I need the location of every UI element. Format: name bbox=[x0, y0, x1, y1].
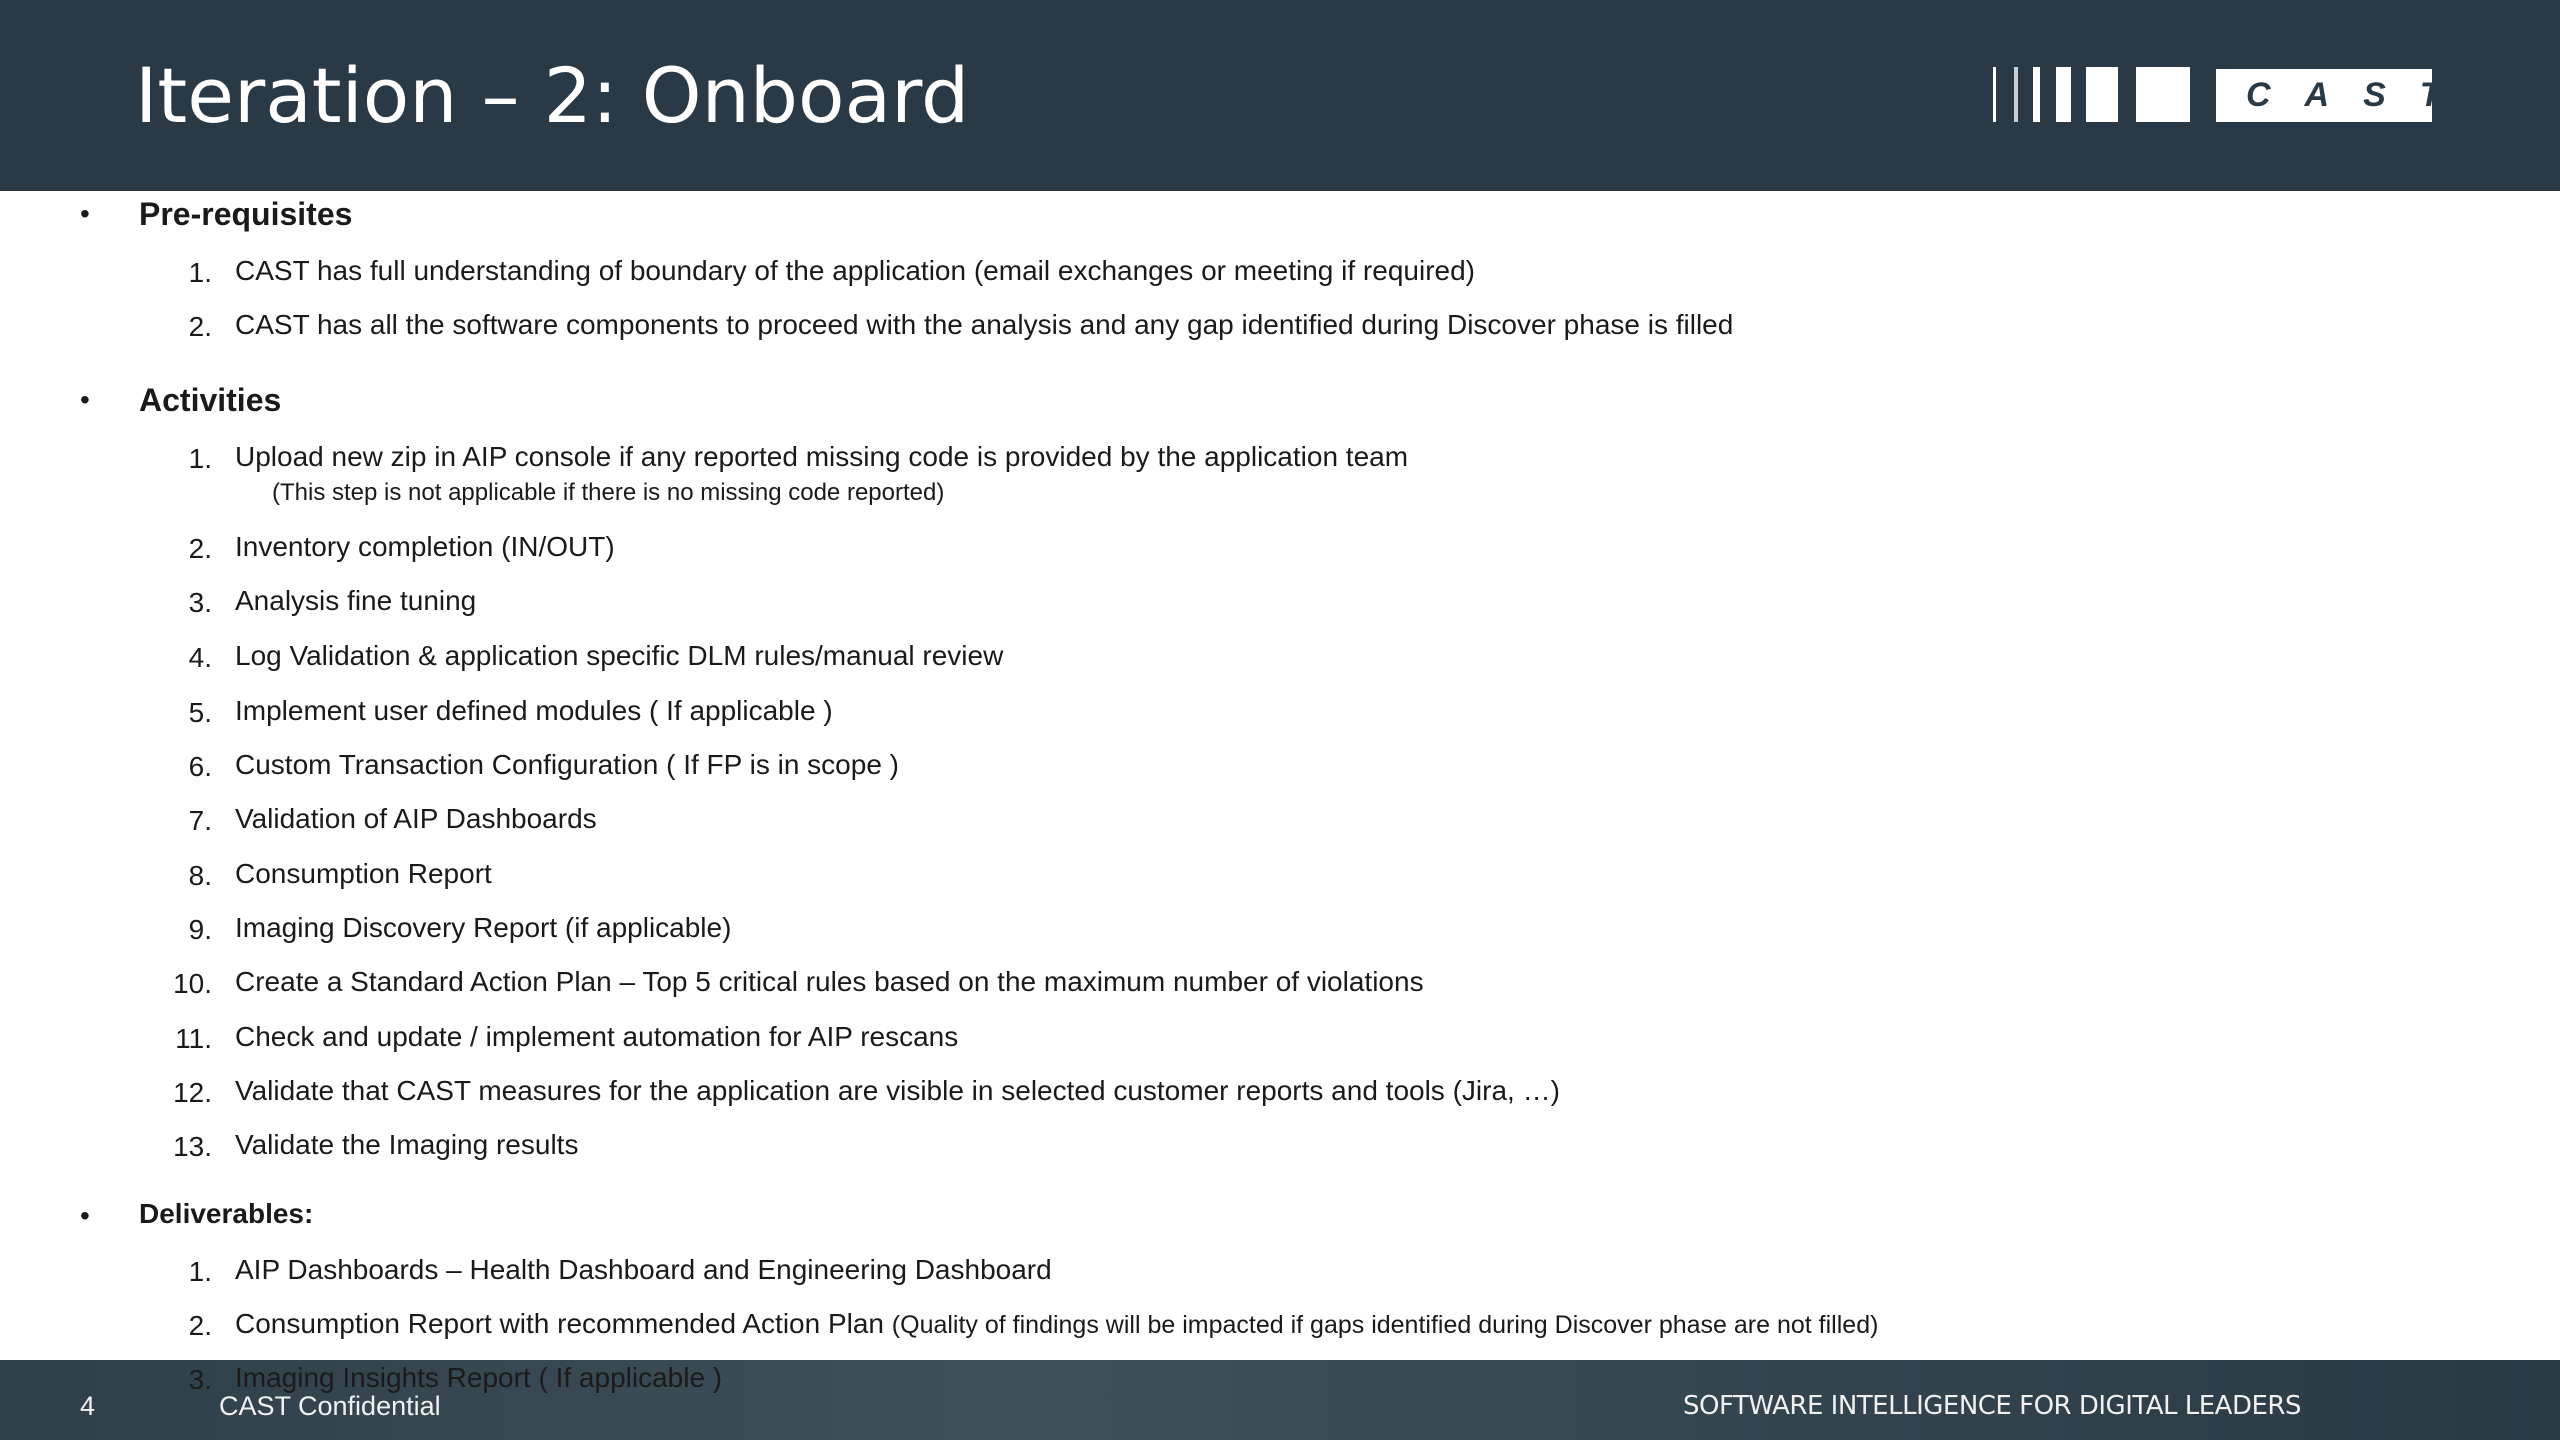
item-number: 7. bbox=[188, 805, 212, 836]
slide-title: Iteration – 2: Onboard bbox=[135, 51, 970, 140]
item-number: 2. bbox=[188, 311, 212, 342]
list-item: Log Validation & application specific DLM rules/manual review bbox=[235, 640, 1004, 671]
item-number: 3. bbox=[188, 587, 212, 618]
item-number: 11. bbox=[175, 1023, 212, 1054]
list-item: Implement user defined modules ( If applicable ) bbox=[235, 695, 833, 726]
list-item: Analysis fine tuning bbox=[235, 585, 477, 616]
item-number: 2. bbox=[188, 1310, 212, 1341]
slide-header bbox=[0, 0, 2560, 191]
list-item: Validation of AIP Dashboards bbox=[235, 803, 597, 834]
section-heading: Deliverables: bbox=[139, 1198, 314, 1229]
item-number: 4. bbox=[188, 642, 212, 673]
list-item: Consumption Report bbox=[235, 858, 492, 889]
list-item: Custom Transaction Configuration ( If FP is in scope ) bbox=[235, 749, 899, 780]
item-number: 13. bbox=[173, 1131, 212, 1162]
list-item: Validate the Imaging results bbox=[235, 1129, 579, 1160]
list-item: Check and update / implement automation for AIP rescans bbox=[235, 1021, 959, 1052]
list-item bbox=[235, 1310, 1878, 1338]
item-number: 2. bbox=[188, 533, 212, 564]
list-item: CAST has all the software components to proceed with the analysis and any gap identified during Discover phase is filled bbox=[235, 309, 1734, 340]
list-item: Upload new zip in AIP console if any reported missing code is provided by the application team bbox=[235, 441, 1409, 472]
confidential-label: CAST Confidential bbox=[219, 1391, 441, 1421]
list-item-overflow: Imaging Insights Report ( If applicable ) bbox=[235, 1362, 723, 1393]
list-item-note: (Quality of findings will be impacted if gaps identified during Discover phase are not filled) bbox=[891, 1311, 1879, 1339]
list-item-note: (This step is not applicable if there is no missing code reported) bbox=[272, 479, 945, 506]
bullet-icon: • bbox=[80, 198, 90, 229]
logo-wordmark: CAST bbox=[2216, 69, 2432, 122]
section-heading: Activities bbox=[139, 382, 282, 418]
bullet-icon: • bbox=[80, 1200, 90, 1231]
page-number: 4 bbox=[80, 1391, 96, 1421]
item-number: 1. bbox=[188, 257, 212, 288]
item-number: 6. bbox=[188, 751, 212, 782]
list-item: CAST has full understanding of boundary of the application (email exchanges or meeting if required) bbox=[235, 255, 1475, 286]
item-number: 9. bbox=[188, 914, 212, 945]
bullet-icon: • bbox=[80, 384, 90, 415]
item-number: 1. bbox=[188, 443, 212, 474]
item-number: 10. bbox=[173, 968, 212, 999]
item-number: 12. bbox=[173, 1077, 212, 1108]
list-item: Validate that CAST measures for the application are visible in selected customer reports and tools (Jira, …) bbox=[235, 1075, 1560, 1106]
item-number: 8. bbox=[188, 860, 212, 891]
list-item-text: Consumption Report with recommended Action Plan bbox=[235, 1308, 885, 1339]
list-item: AIP Dashboards – Health Dashboard and Engineering Dashboard bbox=[235, 1254, 1052, 1285]
list-item: Imaging Discovery Report (if applicable) bbox=[235, 912, 732, 943]
item-number: 1. bbox=[188, 1256, 212, 1287]
list-item: Create a Standard Action Plan – Top 5 critical rules based on the maximum number of violations bbox=[235, 966, 1424, 997]
cast-logo bbox=[1993, 67, 2475, 123]
tagline: SOFTWARE INTELLIGENCE FOR DIGITAL LEADERS bbox=[1683, 1391, 2301, 1421]
list-item: Inventory completion (IN/OUT) bbox=[235, 531, 615, 562]
section-heading: Pre-requisites bbox=[139, 196, 353, 232]
item-number: 3. bbox=[188, 1364, 212, 1395]
item-number: 5. bbox=[188, 697, 212, 728]
